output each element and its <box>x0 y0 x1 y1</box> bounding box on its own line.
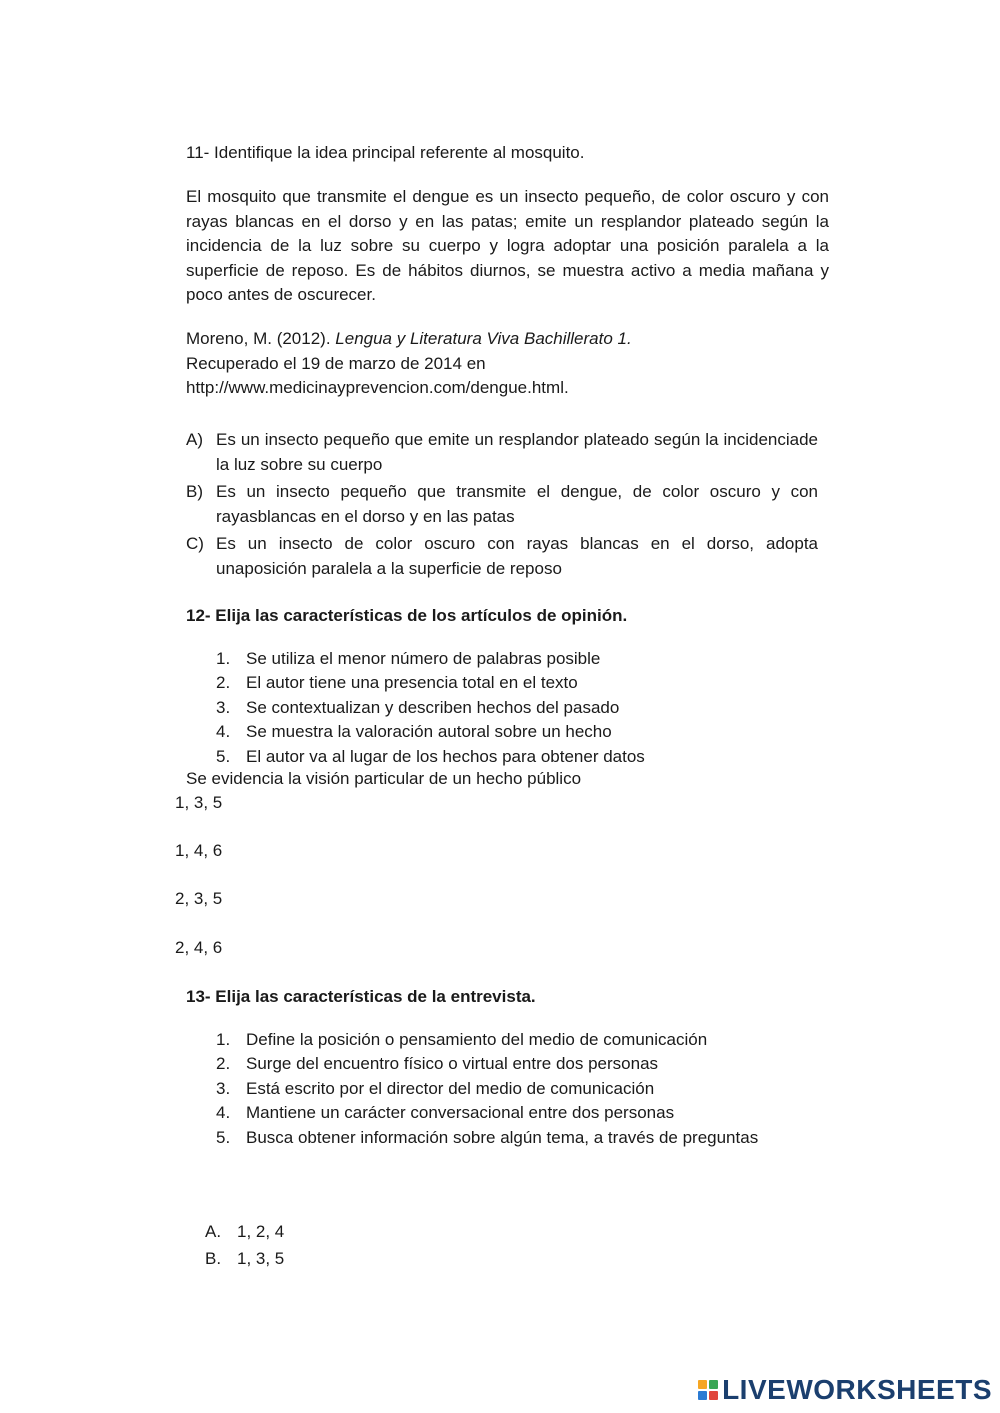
citation-retrieved: Recuperado el 19 de marzo de 2014 en <box>186 353 486 373</box>
list-number: 2. <box>216 1054 231 1074</box>
option-text: Es un insecto de color oscuro con rayas blancas en el dorso, adopta unaposición paralela a la superficie de reposo <box>216 534 818 578</box>
question-11-title: 11- Identifique la idea principal referente al mosquito. <box>186 143 585 162</box>
option-text: Es un insecto pequeño que emite un resplandor plateado según la incidenciade la luz sobre su cuerpo <box>216 430 818 474</box>
question-13-title: 13- Elija las características de la entrevista. <box>186 987 536 1006</box>
answer-choice-1[interactable]: 1, 3, 5 <box>175 793 223 812</box>
list-number: 3. <box>216 1078 231 1098</box>
citation <box>186 327 632 401</box>
list-text: Define la posición o pensamiento del medio de comunicación <box>246 1030 708 1049</box>
list-text: Surge del encuentro físico o virtual entre dos personas <box>246 1054 659 1074</box>
list-item <box>216 1101 758 1125</box>
answer-choice-3[interactable]: 2, 3, 5 <box>175 889 223 908</box>
option-letter: C) <box>186 534 204 553</box>
list-number: 4. <box>216 1103 231 1123</box>
logo-icon <box>698 1380 718 1400</box>
question-11-options <box>186 428 818 584</box>
question-13-list <box>216 1028 758 1150</box>
option-text: 1, 2, 4 <box>237 1222 285 1241</box>
list-text: Mantiene un carácter conversacional entre dos personas <box>246 1103 675 1123</box>
list-item <box>216 745 645 769</box>
list-number: 1. <box>216 1030 231 1049</box>
option-letter: A) <box>186 430 203 449</box>
list-text: Está escrito por el director del medio de comunicación <box>246 1078 655 1098</box>
citation-line-1 <box>186 327 632 352</box>
list-number: 5. <box>216 1127 231 1147</box>
list-text: Se utiliza el menor número de palabras posible <box>246 649 601 668</box>
list-number: 2. <box>216 673 231 693</box>
logo-text: LIVEWORKSHEETS <box>722 1374 992 1405</box>
list-text: Busca obtener información sobre algún tema, a través de preguntas <box>246 1127 759 1147</box>
citation-author: Moreno, M. (2012). <box>186 329 336 348</box>
list-number: 4. <box>216 722 231 742</box>
logo-square <box>709 1380 718 1389</box>
option-a[interactable] <box>205 1218 284 1245</box>
logo-square <box>698 1380 707 1389</box>
option-a[interactable] <box>186 428 818 477</box>
list-number: 1. <box>216 649 231 668</box>
option-b[interactable] <box>186 480 818 529</box>
question-12-list <box>216 647 645 769</box>
list-item <box>216 720 645 744</box>
list-number: 3. <box>216 697 231 717</box>
list-item <box>216 696 645 720</box>
option-b[interactable] <box>205 1245 284 1272</box>
list-item <box>216 647 645 671</box>
list-text: Se muestra la valoración autoral sobre un hecho <box>246 722 612 742</box>
question-12-extra: Se evidencia la visión particular de un hecho público <box>186 769 582 788</box>
liveworksheets-logo <box>698 1374 992 1406</box>
list-text: El autor va al lugar de los hechos para obtener datos <box>246 746 645 766</box>
logo-square <box>698 1391 707 1400</box>
option-text: 1, 3, 5 <box>237 1249 285 1268</box>
option-letter: B) <box>186 482 203 501</box>
list-item <box>216 1052 758 1076</box>
list-item <box>216 1077 758 1101</box>
list-item <box>216 1028 758 1052</box>
logo-square <box>709 1391 718 1400</box>
list-item <box>216 1126 758 1150</box>
citation-book: Lengua y Literatura Viva Bachillerato 1. <box>335 329 632 348</box>
answer-choice-2[interactable]: 1, 4, 6 <box>175 841 223 860</box>
list-item <box>216 671 645 695</box>
question-13-options <box>205 1218 284 1272</box>
option-text: Es un insecto pequeño que transmite el dengue, de color oscuro y con rayasblancas en el dorso y en las patas <box>216 482 818 526</box>
option-c[interactable] <box>186 532 818 581</box>
citation-url: http://www.medicinayprevencion.com/dengue.html. <box>186 378 569 397</box>
list-text: Se contextualizan y describen hechos del pasado <box>246 697 620 717</box>
question-12-title: 12- Elija las características de los artículos de opinión. <box>186 606 628 625</box>
answer-choice-4[interactable]: 2, 4, 6 <box>175 938 223 957</box>
option-letter: A. <box>205 1222 222 1241</box>
list-number: 5. <box>216 746 231 766</box>
option-letter: B. <box>205 1249 222 1268</box>
question-11-passage: El mosquito que transmite el dengue es un insecto pequeño, de color oscuro y con rayas blancas en el dorso y en las patas; emite un resplandor plateado según la incidencia de la luz sobre su cuerpo y logra adoptar una posición paralela a la superficie de reposo. Es de hábitos diurnos, se muestra activo a media mañana y poco antes de oscurecer. <box>186 187 829 305</box>
list-text: El autor tiene una presencia total en el texto <box>246 673 578 693</box>
